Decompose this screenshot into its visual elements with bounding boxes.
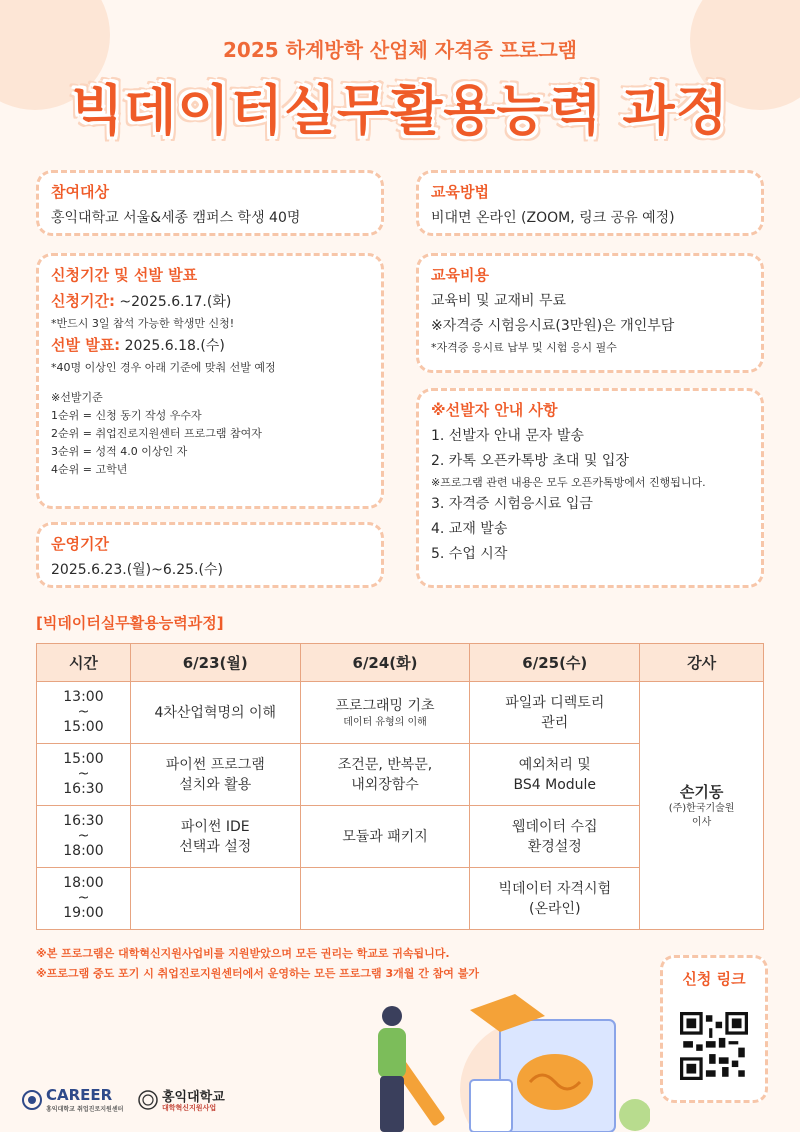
schedule-label: [빅데이터실무활용능력과정] xyxy=(36,614,224,632)
instructor-title: 이사 xyxy=(691,816,712,828)
note-line: ※본 프로그램은 대학혁신지원사업비를 지원받았으며 모든 권리는 학교로 귀속됩니다. xyxy=(36,947,450,960)
cost-heading: 교육비용 xyxy=(431,266,489,284)
criteria-item: 1순위 = 신청 동기 작성 우수자 xyxy=(51,409,202,422)
cost-line1: 교육비 및 교재비 무료 xyxy=(431,293,567,309)
person-body-icon xyxy=(378,1028,406,1078)
time-cell xyxy=(37,744,131,806)
session-line: 파일과 디렉토리 xyxy=(505,694,605,711)
time-start: 18:00 xyxy=(63,875,104,891)
schedule-table xyxy=(36,643,764,930)
note-line: ※프로그램 중도 포기 시 취업진로지원센터에서 운영하는 모든 프로그램 3개월 간 참여 불가 xyxy=(36,967,480,980)
guide-item: 1. 선발자 안내 문자 발송 xyxy=(431,428,584,444)
instructor-org: (주)한국기술원 xyxy=(668,802,735,814)
period-card xyxy=(36,522,384,588)
plant-icon xyxy=(619,1099,650,1131)
table-row xyxy=(37,682,764,744)
clipboard-icon xyxy=(470,1080,512,1132)
time-start: 16:30 xyxy=(63,813,104,829)
method-heading: 교육방법 xyxy=(431,183,489,201)
page-subtitle: 2025 하계방학 산업체 자격증 프로그램 xyxy=(223,38,577,62)
criteria-item: 2순위 = 취업진로지원센터 프로그램 참여자 xyxy=(51,427,262,440)
application-period xyxy=(51,289,369,315)
session-cell xyxy=(130,806,300,868)
session-cell xyxy=(300,682,470,744)
university-emblem-icon xyxy=(138,1090,158,1110)
target-text: 홍익대학교 서울&세종 캠퍼스 학생 40명 xyxy=(51,210,301,226)
guide-item: 4. 교재 발송 xyxy=(431,521,508,537)
time-cell xyxy=(37,868,131,930)
session-line: 설치와 활용 xyxy=(179,776,252,793)
guide-item: 3. 자격증 시험응시료 입금 xyxy=(431,496,593,512)
session-cell xyxy=(130,744,300,806)
time-end: 19:00 xyxy=(63,905,104,921)
page-title: 빅데이터실무활용능력 과정 xyxy=(71,79,729,142)
guide-card xyxy=(416,388,764,588)
cost-note: *자격증 응시료 납부 및 시험 응시 필수 xyxy=(431,341,617,354)
guide-heading: ※선발자 안내 사항 xyxy=(431,401,558,419)
career-logo-icon xyxy=(22,1090,42,1110)
session-title: 프로그래밍 기초 xyxy=(335,697,435,714)
time-start: 13:00 xyxy=(63,689,104,705)
apply-link-card[interactable] xyxy=(660,955,768,1103)
table-header: 강사 xyxy=(640,644,764,682)
session-cell: 4차산업혁명의 이해 xyxy=(130,682,300,744)
instructor-cell xyxy=(640,682,764,930)
time-cell xyxy=(37,682,131,744)
criteria-item: 3순위 = 성적 4.0 이상인 자 xyxy=(51,445,188,458)
session-line: 선택과 설정 xyxy=(179,838,252,855)
session-cell: 모듈과 패키지 xyxy=(300,806,470,868)
session-line: 환경설정 xyxy=(527,838,582,855)
session-cell xyxy=(470,806,640,868)
announce-label: 선발 발표: xyxy=(51,336,121,354)
time-cell xyxy=(37,806,131,868)
announce-note: *40명 이상인 경우 아래 기준에 맞춰 선발 예정 xyxy=(51,361,276,374)
session-cell xyxy=(470,744,640,806)
cost-card xyxy=(416,253,764,373)
person-legs-icon xyxy=(380,1076,404,1132)
session-line: BS4 Module xyxy=(513,776,597,793)
target-heading: 참여대상 xyxy=(51,183,109,201)
cost-line2: ※자격증 시험응시료(3만원)은 개인부담 xyxy=(431,318,675,334)
session-subtitle: 데이터 유형의 이해 xyxy=(343,716,427,728)
session-line: 예외처리 및 xyxy=(518,756,591,773)
table-header: 6/25(수) xyxy=(470,644,640,682)
session-line: (온라인) xyxy=(529,900,581,917)
target-card xyxy=(36,170,384,236)
session-line: 웹데이터 수집 xyxy=(511,818,598,835)
time-end: 16:30 xyxy=(63,781,104,797)
announce-value: 2025.6.18.(수) xyxy=(120,338,225,354)
guide-item: 2. 카톡 오픈카톡방 초대 및 입장 xyxy=(431,453,629,469)
guide-item: 5. 수업 시작 xyxy=(431,546,508,562)
period-heading: 운영기간 xyxy=(51,535,109,553)
time-start: 15:00 xyxy=(63,751,104,767)
qr-code-icon[interactable] xyxy=(680,1012,748,1080)
criteria-title: ※선발기준 xyxy=(51,391,103,404)
table-header: 6/23(월) xyxy=(130,644,300,682)
notes xyxy=(36,944,479,984)
person-head-icon xyxy=(382,1006,402,1026)
session-cell xyxy=(300,744,470,806)
time-end: 15:00 xyxy=(63,719,104,735)
table-header: 시간 xyxy=(37,644,131,682)
period-value: ~2025.6.17.(화) xyxy=(114,294,232,310)
time-tilde: ~ xyxy=(77,704,90,720)
application-announce xyxy=(51,333,369,359)
session-cell xyxy=(470,868,640,930)
session-cell xyxy=(130,868,300,930)
career-logo-sub: 홍익대학교 취업진로지원센터 xyxy=(46,1106,124,1113)
session-line: 빅데이터 자격시험 xyxy=(498,880,612,897)
time-tilde: ~ xyxy=(77,828,90,844)
application-heading: 신청기간 및 선발 발표 xyxy=(51,266,198,284)
university-logo-sub: 대학혁신지원사업 xyxy=(162,1104,217,1112)
session-line: 파이썬 IDE xyxy=(180,818,250,835)
table-header-row xyxy=(37,644,764,682)
criteria-item: 4순위 = 고학년 xyxy=(51,463,128,476)
period-text: 2025.6.23.(월)~6.25.(수) xyxy=(51,562,223,578)
session-cell xyxy=(300,868,470,930)
apply-link-heading: 신청 링크 xyxy=(682,970,746,988)
period-note: *반드시 3일 참석 가능한 학생만 신청! xyxy=(51,317,235,330)
time-end: 18:00 xyxy=(63,843,104,859)
application-card xyxy=(36,253,384,509)
time-tilde: ~ xyxy=(77,766,90,782)
university-logo: 홍익대학교 xyxy=(162,1090,225,1105)
session-line: 조건문, 반복문, xyxy=(337,756,433,773)
session-cell xyxy=(470,682,640,744)
session-line: 내외장함수 xyxy=(351,776,419,793)
study-illustration xyxy=(340,990,650,1132)
instructor-name: 손기동 xyxy=(679,782,724,801)
career-logo: CAREER xyxy=(46,1086,113,1104)
session-line: 파이썬 프로그램 xyxy=(165,756,265,773)
method-card xyxy=(416,170,764,236)
session-line: 관리 xyxy=(541,714,569,731)
time-tilde: ~ xyxy=(77,890,90,906)
method-text: 비대면 온라인 (ZOOM, 링크 공유 예정) xyxy=(431,210,675,226)
guide-note: ※프로그램 관련 내용은 모두 오픈카톡방에서 진행됩니다. xyxy=(431,476,706,489)
table-header: 6/24(화) xyxy=(300,644,470,682)
period-label: 신청기간: xyxy=(51,292,115,310)
